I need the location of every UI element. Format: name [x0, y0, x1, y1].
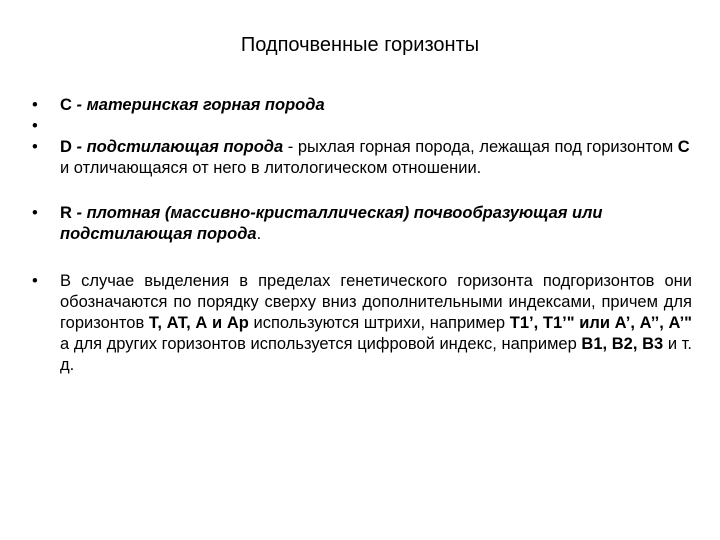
list-item-d	[32, 137, 692, 179]
horizon-definition: - плотная (массивно-кристаллическая) почвообразующая или подстилающая порода	[60, 204, 603, 243]
horizon-description: - рыхлая горная порода, лежащая под горизонтом	[283, 138, 678, 156]
horizon-code: C	[60, 96, 72, 114]
horizon-code: D	[60, 138, 72, 156]
bullet-icon: •	[32, 117, 38, 135]
horizon-description-tail: и отличающаяся от него в литологическом отношении.	[60, 159, 482, 177]
horizon-definition: - материнская горная порода	[71, 96, 325, 114]
slide-title: Подпочвенные горизонты	[240, 34, 480, 56]
paragraph-part: используются штрихи, например	[248, 314, 510, 332]
bullet-icon: •	[32, 96, 38, 114]
paragraph-part: а для других горизонтов используется цифровой индекс, например	[60, 335, 582, 353]
paragraph-bold: Т1’, Т1’" или А’, А’’, А’"	[509, 314, 692, 332]
horizon-description: .	[256, 225, 262, 243]
paragraph-part: и т. д.	[60, 335, 692, 374]
bullet-icon: •	[32, 272, 38, 290]
horizon-code-inline: С	[677, 138, 690, 156]
paragraph-part: В случае выделения в пределах генетического горизонта подгоризонтов они обозначаются по порядку сверху вниз дополнительными индексами, причем для горизонтов	[60, 272, 692, 332]
list-item-subhorizons	[32, 271, 692, 376]
horizon-code: R	[60, 204, 72, 222]
bullet-icon: •	[32, 138, 38, 156]
paragraph-bold: Т, АТ, А и Ар	[148, 314, 249, 332]
bullet-list	[32, 95, 692, 376]
paragraph-bold: В1, В2, В3	[581, 335, 664, 353]
bullet-icon: •	[32, 204, 38, 222]
list-item-empty	[32, 116, 692, 137]
list-item-r	[32, 203, 692, 245]
list-item-c	[32, 95, 692, 116]
horizon-definition: - подстилающая порода	[71, 138, 284, 156]
